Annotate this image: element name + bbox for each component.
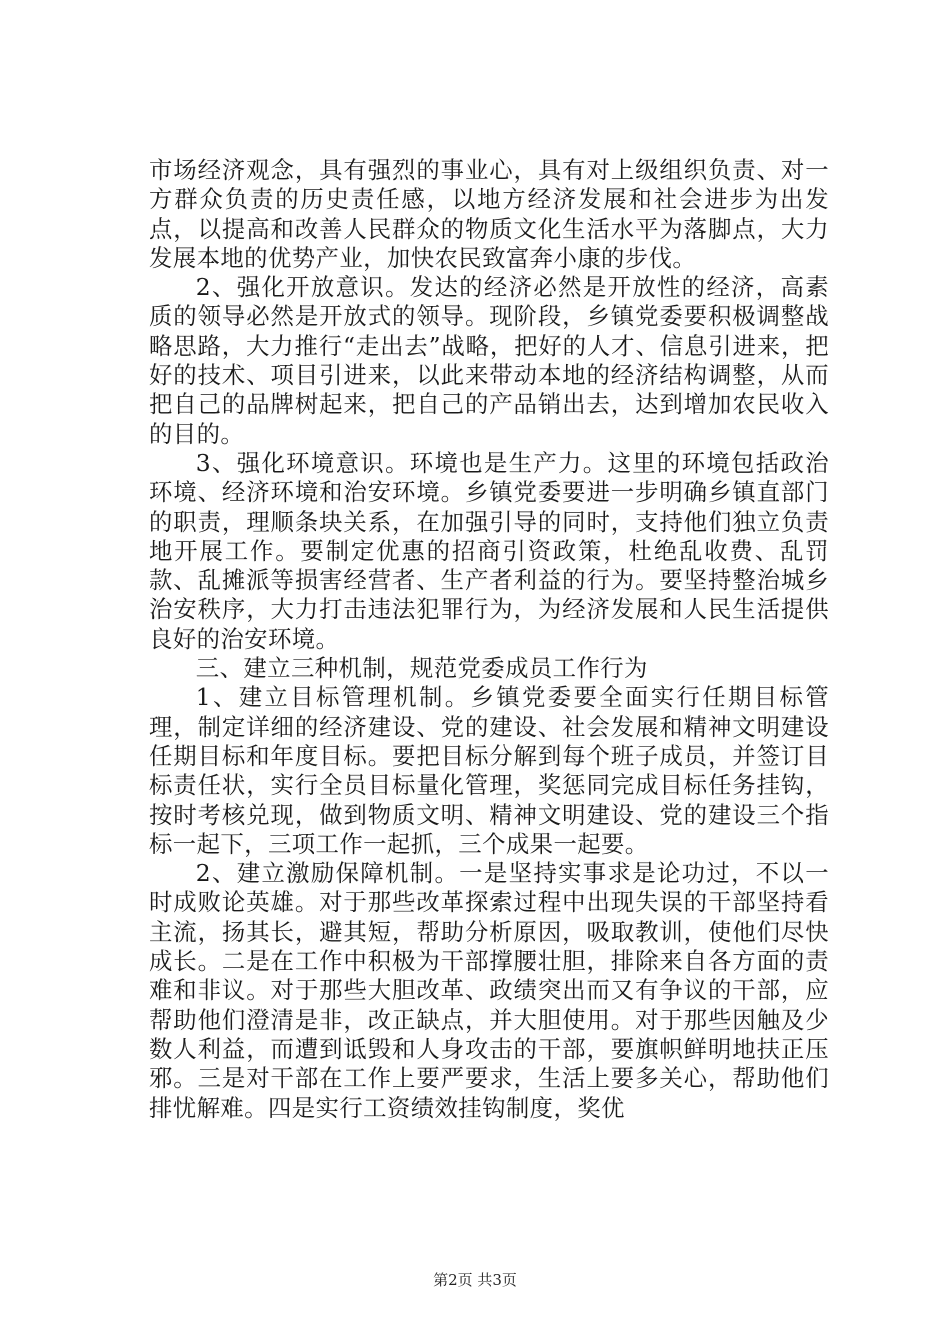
page-number: 第2页 共3页 xyxy=(433,1271,517,1289)
section-heading: 三、建立三种机制，规范党委成员工作行为 xyxy=(195,654,648,683)
paragraph-continuation: 市场经济观念，具有强烈的事业心，具有对上级组织负责、对一方群众负责的历史责任感，以地方经济发展和社会进步为出发点，以提高和改善人民群众的物质文化生活水平为落脚点，大力发展本地的优势产业，加快农民致富奔小康的步伐。 xyxy=(149,156,829,272)
paragraph-environment: 3、强化环境意识。环境也是生产力。这里的环境包括政治环境、经济环境和治安环境。乡镇党委要进一步明确乡镇直部门的职责，理顺条块关系，在加强引导的同时，支持他们独立负责地开展工作。要制定优惠的招商引资政策，杜绝乱收费、乱罚款、乱摊派等损害经营者、生产者利益的行为。要坚持整治城乡治安秩序，大力打击违法犯罪行为，为经济发展和人民生活提供良好的治安环境。 xyxy=(149,448,829,653)
paragraph-openness: 2、强化开放意识。发达的经济必然是开放性的经济，高素质的领导必然是开放式的领导。现阶段，乡镇党委要积极调整战略思路，大力推行“走出去”战略，把好的人才、信息引进来，把好的技术、项目引进来，以此来带动本地的经济结构调整，从而把自己的品牌树起来，把自己的产品销出去，达到增加农民收入的目的。 xyxy=(149,273,829,448)
document-body xyxy=(149,156,829,1123)
paragraph-target-management: 1、建立目标管理机制。乡镇党委要全面实行任期目标管理，制定详细的经济建设、党的建设、社会发展和精神文明建设任期目标和年度目标。要把目标分解到每个班子成员，并签订目标责任状，实行全员目标量化管理，奖惩同完成目标任务挂钩，按时考核兑现，做到物质文明、精神文明建设、党的建设三个指标一起下，三项工作一起抓，三个成果一起要。 xyxy=(149,683,829,858)
paragraph-incentive-mechanism: 2、建立激励保障机制。一是坚持实事求是论功过，不以一时成败论英雄。对于那些改革探索过程中出现失误的干部坚持看主流，扬其长，避其短，帮助分析原因，吸取教训，使他们尽快成长。二是在工作中积极为干部撑腰壮胆，排除来自各方面的责难和非议。对于那些大胆改革、政绩突出而又有争议的干部，应帮助他们澄清是非，改正缺点，并大胆使用。对于那些因触及少数人利益，而遭到诋毁和人身攻击的干部，要旗帜鲜明地扶正压邪。三是对干部在工作上要严要求，生活上要多关心，帮助他们排忧解难。四是实行工资绩效挂钩制度，奖优 xyxy=(149,859,829,1122)
